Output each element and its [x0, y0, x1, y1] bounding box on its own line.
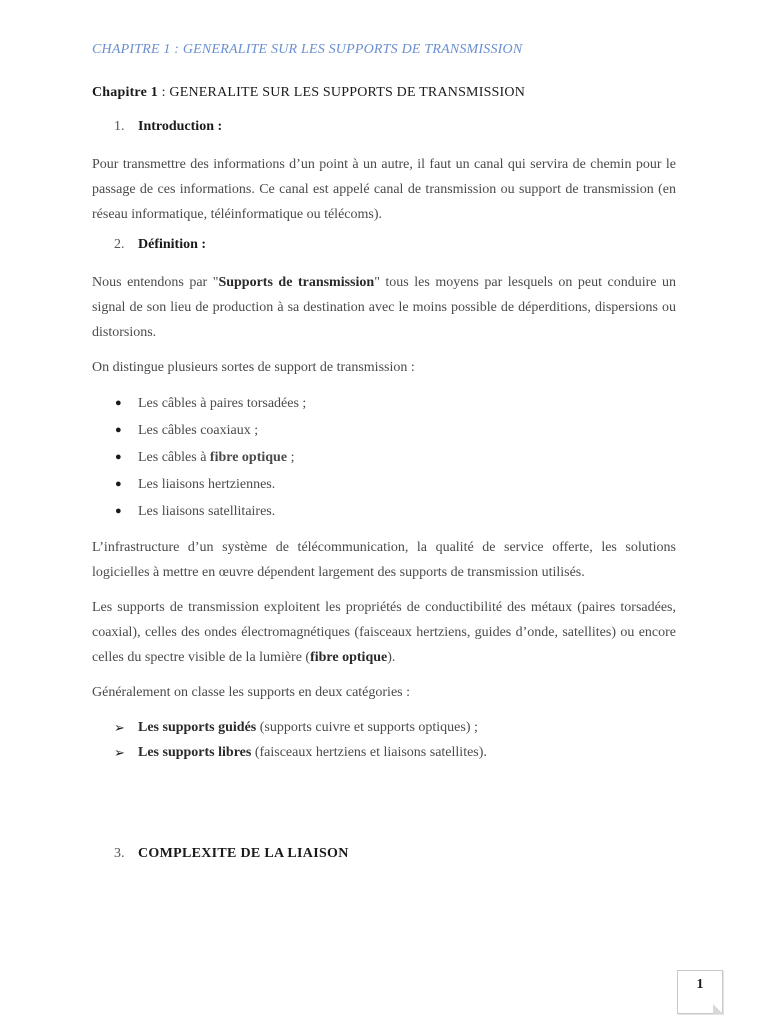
text-run: " tous les moyens par lesquels on peut conduire un signal de son lieu de production à sa destination avec le moins possible de déperditions, dispersions ou distorsions. [92, 275, 677, 340]
chapter-prefix: Chapitre 1 [92, 85, 158, 100]
page-body [92, 85, 676, 765]
list-item [92, 390, 676, 417]
paragraph-categories-intro: Généralement on classe les supports en deux catégories : [92, 685, 411, 700]
bullet-icon: ● [115, 505, 122, 517]
section-heading-complexite [92, 846, 349, 862]
text-run: (supports cuivre et supports optiques) ; [256, 720, 478, 735]
chapter-separator: : [157, 85, 170, 100]
section-label: COMPLEXITE DE LA LIAISON [138, 846, 349, 861]
list-item-text: Les liaisons satellitaires. [138, 504, 276, 519]
list-item [92, 444, 676, 471]
bullet-icon: ● [115, 397, 122, 409]
bullet-icon: ● [115, 451, 122, 463]
paragraph-definition [92, 270, 676, 345]
list-item [92, 471, 676, 498]
text-run: Les câbles à [138, 450, 210, 465]
list-item [92, 417, 676, 444]
list-item-text: Les câbles à paires torsadées ; [138, 396, 307, 411]
list-item [92, 498, 676, 525]
paragraph-introduction: Pour transmettre des informations d’un point à un autre, il faut un canal qui servira de chemin pour le passage de ces informations. Ce canal est appelé canal de transmission ou support de transmission (en réseau informatique, téléinformatique ou télécoms). [92, 157, 676, 222]
section-label: Définition : [138, 237, 207, 252]
chapter-title-text: GENERALITE SUR LES SUPPORTS DE TRANSMISSION [169, 85, 526, 100]
list-item-text [138, 715, 478, 740]
chapter-title [92, 85, 676, 101]
bold-term: fibre optique [209, 450, 288, 465]
section-label: Introduction : [138, 119, 223, 134]
bold-term: Supports de transmission [218, 275, 375, 290]
running-header: CHAPITRE 1 : GENERALITE SUR LES SUPPORTS DE TRANSMISSION [92, 42, 523, 57]
list-item-text: Les liaisons hertziennes. [138, 477, 276, 492]
section-number: 3. [114, 846, 125, 861]
arrow-bullet-icon: ➢ [114, 720, 125, 735]
paragraph-list-intro: On distingue plusieurs sortes de support de transmission : [92, 360, 415, 375]
bullet-icon: ● [115, 478, 122, 490]
list-item [92, 740, 676, 765]
categories-list [92, 715, 676, 765]
page-fold-icon [713, 1004, 723, 1014]
bullet-icon: ● [115, 424, 122, 436]
bold-term: Les supports guidés [138, 720, 257, 735]
list-item-text [138, 740, 487, 765]
arrow-bullet-icon: ➢ [114, 745, 125, 760]
page-number: 1 [696, 977, 704, 992]
section-number: 2. [114, 237, 125, 252]
support-types-list [92, 390, 676, 525]
text-run: Nous entendons par " [92, 275, 219, 290]
paragraph-properties [92, 595, 676, 670]
text-run: ; [287, 450, 295, 465]
section-number: 1. [114, 119, 125, 134]
paragraph-infrastructure: L’infrastructure d’un système de télécommunication, la qualité de service offerte, les solutions logicielles à mettre en œuvre dépendent largement des supports de transmission utilisés. [92, 540, 676, 580]
text-run: ). [387, 650, 396, 665]
text-run: Les supports de transmission exploitent les propriétés de conductibilité des métaux (paires torsadées, coaxial), celles des ondes électromagnétiques (faisceaux hertziens, guides d’onde, satellites) ou encore celles du spectre visible de la lumière ( [92, 600, 676, 665]
page-number-box [677, 970, 723, 1014]
list-item [92, 715, 676, 740]
section-heading-introduction [92, 119, 676, 135]
bold-term: fibre optique [310, 650, 388, 665]
list-item-text [138, 444, 294, 471]
text-run: (faisceaux hertziens et liaisons satellites). [251, 745, 487, 760]
list-item-text: Les câbles coaxiaux ; [138, 423, 259, 438]
bold-term: Les supports libres [138, 745, 252, 760]
section-heading-definition [92, 237, 676, 253]
